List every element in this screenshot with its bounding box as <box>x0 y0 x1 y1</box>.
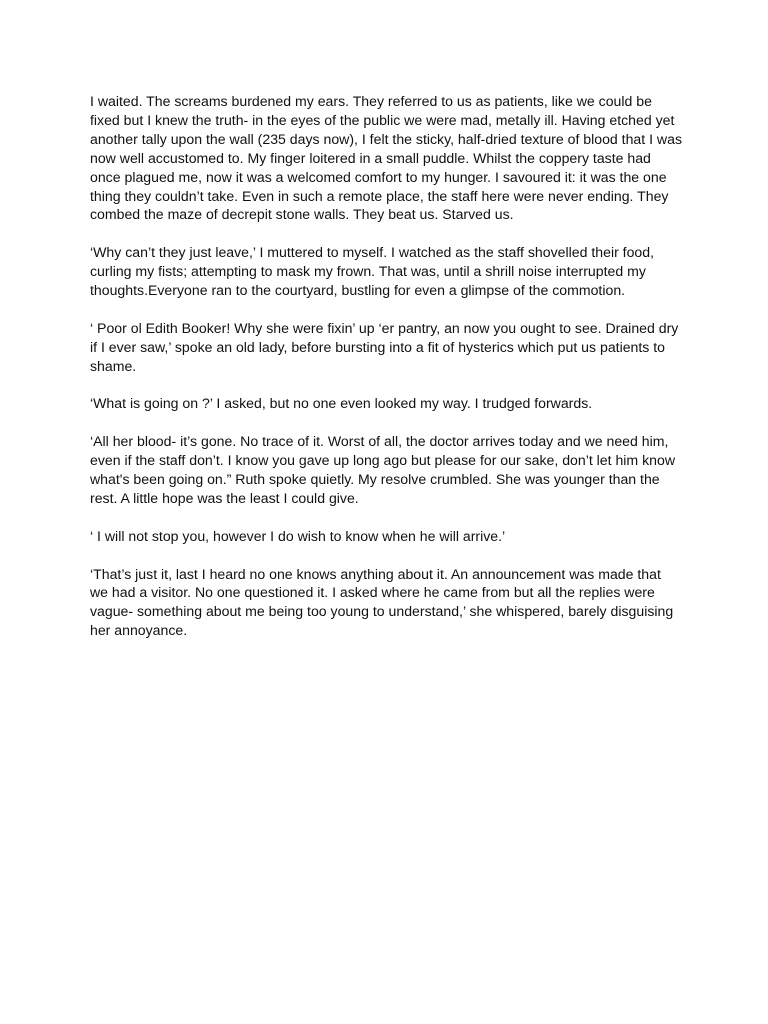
paragraph-3: ‘ Poor ol Edith Booker! Why she were fixin’ up ‘er pantry, an now you ought to see. Drained dry if I ever saw,’ spoke an old lady, before bursting into a fit of hysterics which put us patients to shame. <box>90 319 679 374</box>
paragraph-5: ‘All her blood- it’s gone. No trace of it. Worst of all, the doctor arrives today and we need him, even if the staff don’t. I know you gave up long ago but please for our sake, don’t let him know what's been going on.” Ruth spoke quietly. My resolve crumbled. She was younger than the rest. A little hope was the least I could give. <box>90 433 675 506</box>
paragraph-1: I waited. The screams burdened my ears. They referred to us as patients, like we could be fixed but I knew the truth- in the eyes of the public we were mad, metally ill. Having etched yet another tally upon the wall (235 days now), I felt the sticky, half-dried texture of blood that I was now well accustomed to. My finger loitered in a small puddle. Whilst the coppery taste had once plagued me, now it was a welcomed comfort to my hunger. I savoured it: it was the one thing they couldn’t take. Even in such a remote place, the staff here were never ending. They combed the maze of decrepit stone walls. They beat us. Starved us. <box>90 93 682 223</box>
paragraph-6: ‘ I will not stop you, however I do wish to know when he will arrive.’ <box>90 527 506 544</box>
paragraph-7: ‘That’s just it, last I heard no one knows anything about it. An announcement was made that we had a visitor. No one questioned it. I asked where he came from but all the replies were vague- something about me being too young to understand,’ she whispered, barely disguising her annoyance. <box>90 565 674 639</box>
paragraph-2: ‘Why can’t they just leave,’ I muttered to myself. I watched as the staff shovelled their food, curling my fists; attempting to mask my frown. That was, until a shrill noise interrupted my thoughts.Everyone ran to the courtyard, bustling for even a glimpse of the commotion. <box>90 244 655 299</box>
paragraph-4: ‘What is going on ?’ I asked, but no one even looked my way. I trudged forwards. <box>90 395 593 412</box>
document-body <box>90 92 682 659</box>
